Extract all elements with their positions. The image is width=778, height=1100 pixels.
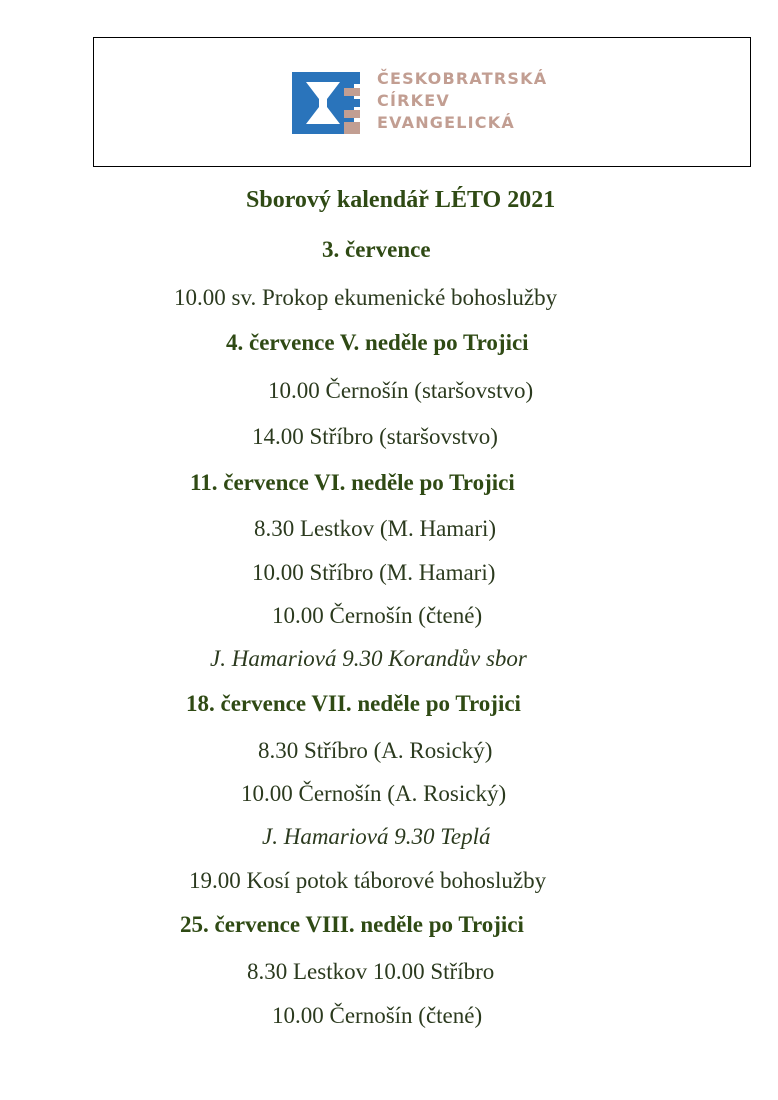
church-name-line2: CÍRKEV (377, 91, 450, 110)
event-text: 10.00 sv. Prokop ekumenické bohoslužby (174, 285, 558, 310)
date-heading-text: 25. července VIII. neděle po Trojici (180, 912, 524, 937)
date-heading-text: 3. července (322, 237, 431, 262)
church-name (377, 68, 547, 134)
date-heading-text: 18. července VII. neděle po Trojici (186, 691, 521, 716)
church-logo-icon (292, 72, 360, 134)
header-box (93, 37, 751, 167)
event-text: 10.00 Černošín (staršovstvo) (268, 378, 534, 403)
event-note-text: J. Hamariová 9.30 Teplá (262, 824, 491, 849)
calendar-title-text: Sborový kalendář LÉTO 2021 (246, 187, 556, 213)
church-name-line1: ČESKOBRATRSKÁ (377, 69, 548, 88)
event-text: 10.00 Černošín (A. Rosický) (241, 781, 507, 806)
event-note-text: J. Hamariová 9.30 Korandův sbor (210, 646, 527, 671)
date-heading-text: 11. července VI. neděle po Trojici (190, 470, 515, 495)
event-text: 10.00 Černošín (čtené) (272, 603, 483, 628)
event-text: 10.00 Stříbro (M. Hamari) (252, 560, 496, 585)
event-text: 14.00 Stříbro (staršovstvo) (252, 424, 498, 449)
event-text: 10.00 Černošín (čtené) (272, 1003, 483, 1028)
event-text: 19.00 Kosí potok táborové bohoslužby (189, 868, 547, 893)
event-text: 8.30 Lestkov 10.00 Stříbro (247, 959, 495, 984)
event-text: 8.30 Lestkov (M. Hamari) (254, 516, 497, 541)
event-text: 8.30 Stříbro (A. Rosický) (258, 738, 493, 763)
date-heading-text: 4. července V. neděle po Trojici (226, 330, 529, 355)
church-name-line3: EVANGELICKÁ (377, 113, 515, 132)
